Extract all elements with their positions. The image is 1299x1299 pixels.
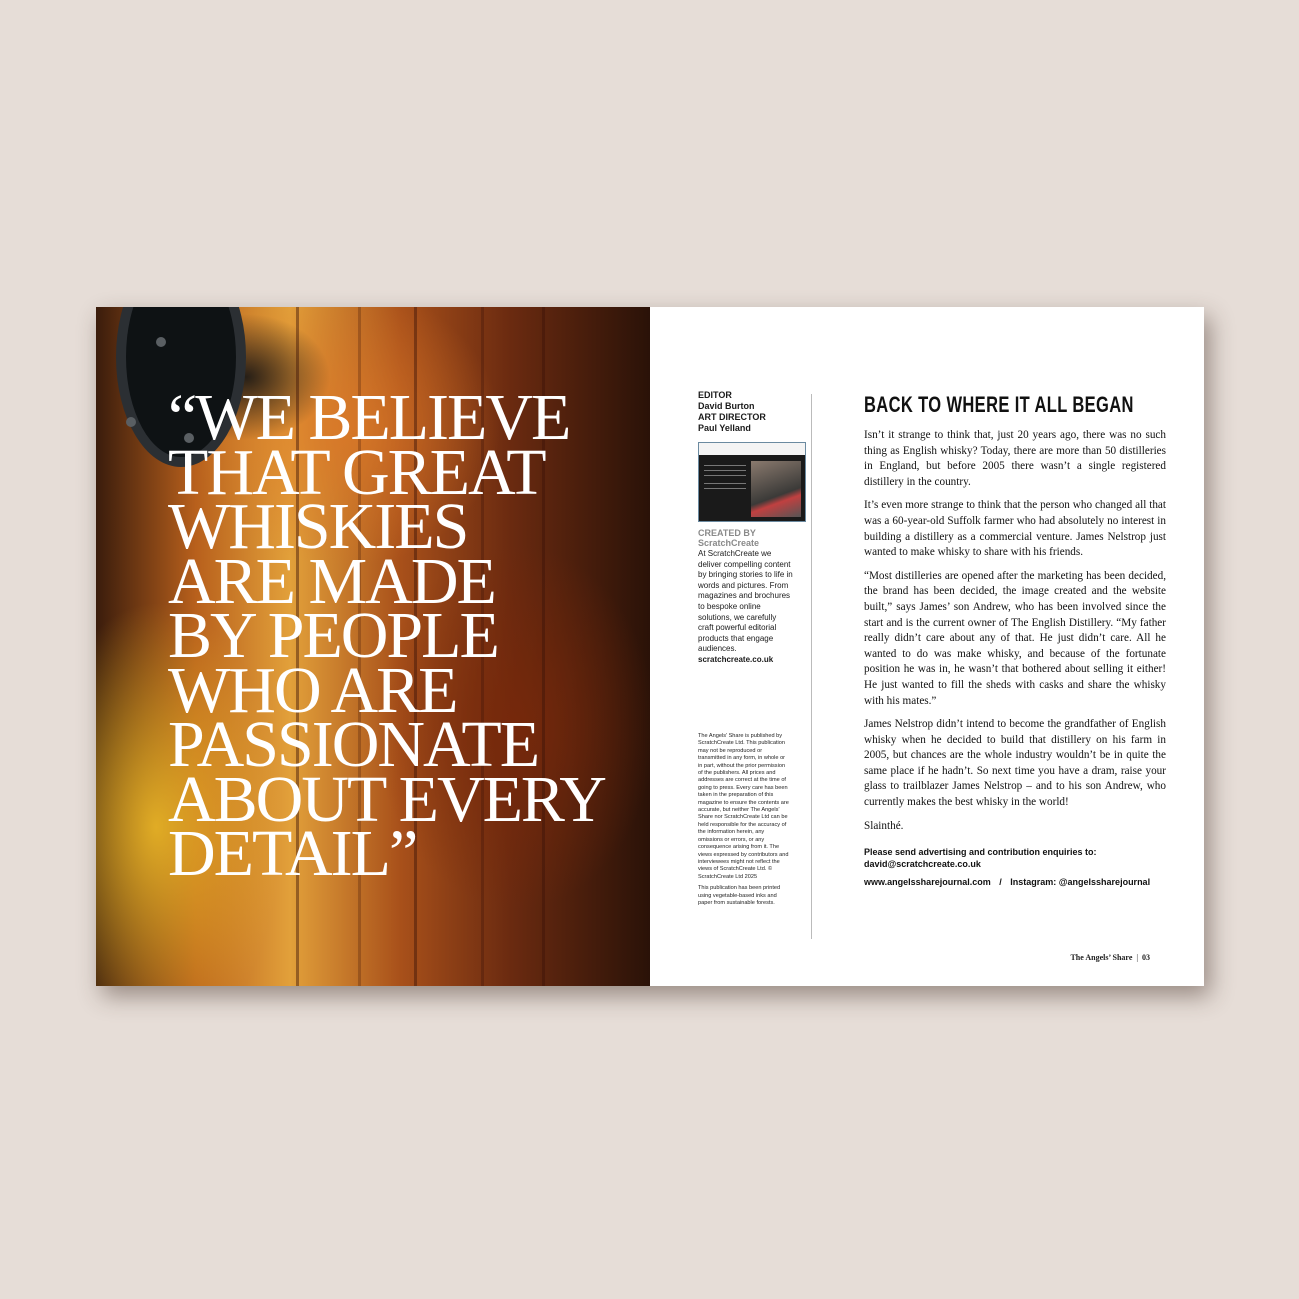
text-page — [650, 307, 1204, 986]
rivet — [126, 417, 136, 427]
editor-name: David Burton — [698, 401, 755, 411]
footer-separator: | — [1136, 953, 1138, 962]
credits-column — [698, 390, 798, 665]
contact-text: Please send advertising and contribution enquiries to: — [864, 847, 1097, 858]
quote-line: PASSIONATE — [168, 708, 539, 781]
instagram-link[interactable]: Instagram: @angelssharejournal — [1010, 877, 1151, 888]
contact-links — [864, 877, 1166, 887]
publication-name: The Angels’ Share — [1070, 953, 1133, 962]
quote-line: WHO ARE — [168, 653, 457, 727]
contact-email[interactable]: david@scratchcreate.co.uk — [864, 859, 981, 870]
quote-line: BY PEOPLE — [168, 599, 498, 672]
quote-line: ARE MADE — [168, 544, 495, 618]
created-by-label: CREATED BY — [698, 528, 756, 538]
created-by-brand: ScratchCreate — [698, 538, 760, 548]
quote-line: DETAIL” — [168, 817, 417, 890]
article-paragraph: Slainthé. — [864, 819, 904, 832]
article-paragraph: Isn’t it strange to think that, just 20 years ago, there was no such thing as English whisky? Today, there are more than 50 distilleries in England, but before 2005 there wasn’t a single registered distillery in the country. — [864, 429, 1166, 488]
thumbnail-text-line — [704, 483, 746, 484]
legal-paragraph: This publication has been printed using vegetable-based inks and paper from sustainable forests. — [698, 885, 781, 906]
legal-notice — [698, 733, 790, 911]
page-footer — [1070, 953, 1150, 962]
article-headline: BACK TO WHERE IT ALL BEGAN — [864, 392, 1134, 417]
contact-block — [864, 846, 1166, 870]
magazine-thumbnail — [698, 442, 806, 522]
editor-label: EDITOR — [698, 390, 732, 400]
thumbnail-photo — [751, 461, 801, 517]
column-divider — [811, 394, 812, 939]
article-paragraph: “Most distilleries are opened after the marketing has been decided, the brand has been decided, the image created and the website built,” says James’ son Andrew, who has been involved since the start and is the current owner of The English Distillery. “My father really didn’t care about any of that. He just didn’t care. All he wanted to do was make whisky, and because of the fortunate position he was in, he wasn’t that bothered about selling it either! He just wanted to fill the sheds with casks and share the whisky with his mates.” — [864, 569, 1166, 707]
article-paragraph: James Nelstrop didn’t intend to become the grandfather of English whisky when he decided to build that distillery on his farm in 2005, but chances are the whole industry wouldn’t be in quite the same place if he hadn’t. So next time you have a dram, raise your glass to trailblazer James Nelstrop – and to his son Andrew, who currently makes the best whisky in the world! — [864, 718, 1166, 809]
thumbnail-text-line — [704, 488, 746, 489]
quote-line: “WE BELIEVE — [168, 381, 570, 454]
scratchcreate-link[interactable]: scratchcreate.co.uk — [698, 654, 774, 664]
thumbnail-header — [699, 443, 805, 455]
quote-line: WHISKIES — [168, 490, 468, 563]
magazine-spread — [96, 307, 1204, 986]
link-separator: / — [999, 877, 1002, 888]
website-link[interactable]: www.angelssharejournal.com — [864, 877, 991, 888]
thumbnail-text-line — [704, 470, 746, 471]
quote-line: THAT GREAT — [168, 435, 545, 509]
page-number: 03 — [1142, 953, 1150, 962]
art-director-label: ART DIRECTOR — [698, 412, 766, 422]
created-by-description: At ScratchCreate we deliver compelling content by bringing stories to life in words and pictures. From magazines and brochures to bespoke online solutions, we carefully craft powerful editorial products that engage audiences. — [698, 549, 793, 654]
rivet — [156, 337, 166, 347]
legal-paragraph: The Angels’ Share is published by ScratchCreate Ltd. This publication may not be reproduced or transmitted in any form, in whole or in part, without the prior permission of the publishers. All prices and addresses are correct at the time of going to press. Every care has been taken in the preparation of this magazine to ensure the contents are accurate, but neither The Angels’ Share nor ScratchCreate Ltd can be held responsible for the accuracy of the information herein, any omissions or errors, or any consequence arising from it. The views expressed by contributors and interviewees might not reflect the views of ScratchCreate Ltd. © ScratchCreate Ltd 2025 — [698, 733, 789, 880]
photo-page — [96, 307, 650, 986]
quote-line: ABOUT EVERY — [168, 762, 605, 836]
thumbnail-text-line — [704, 475, 746, 476]
thumbnail-text-line — [704, 465, 746, 466]
art-director-name: Paul Yelland — [698, 423, 751, 433]
pull-quote — [168, 381, 638, 890]
editorial-article — [864, 392, 1166, 887]
article-paragraph: It’s even more strange to think that the person who changed all that was a 60-year-old Suffolk farmer who had absolutely no interest in building a distillery as a commercial venture. James Nelstrop just wanted to make whisky to share with his friends. — [864, 499, 1166, 559]
